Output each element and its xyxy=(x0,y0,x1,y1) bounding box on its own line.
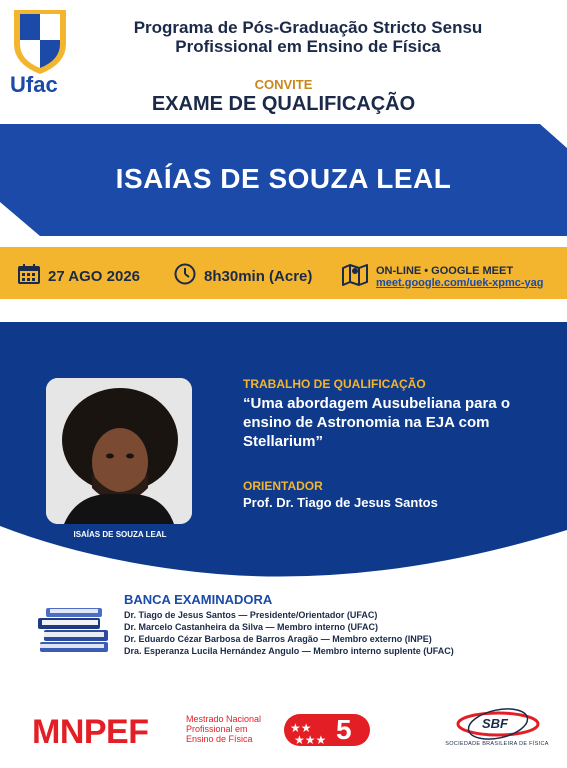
location-label: ON-LINE • GOOGLE MEET xyxy=(376,264,514,277)
sbf-text: SBF xyxy=(482,716,508,731)
sbf-caption: SOCIEDADE BRASILEIRA DE FÍSICA xyxy=(445,741,549,747)
work-title-line-3: Stellarium” xyxy=(243,433,324,450)
svg-text:★★★: ★★★ xyxy=(294,733,327,747)
mnpef-desc-line-1: Mestrado Nacional xyxy=(186,714,262,724)
svg-text:★★: ★★ xyxy=(290,721,312,735)
sbf-logo xyxy=(456,708,540,745)
work-title xyxy=(243,394,543,451)
committee-member: Dra. Esperanza Lucila Hernández Angulo — Membro interno suplente (UFAC) xyxy=(124,646,454,656)
event-time: 8h30min (Acre) xyxy=(204,268,313,285)
advisor-label: ORIENTADOR xyxy=(243,479,323,493)
invite-label: CONVITE xyxy=(254,77,313,92)
advisor-name: Prof. Dr. Tiago de Jesus Santos xyxy=(243,495,438,510)
event-title: EXAME DE QUALIFICAÇÃO xyxy=(151,93,416,115)
mnpef-description xyxy=(186,714,261,744)
clock-icon xyxy=(174,263,196,290)
date-item xyxy=(18,264,140,289)
candidate-name: ISAÍAS DE SOUZA LEAL xyxy=(115,163,452,194)
location-item xyxy=(342,262,544,291)
committee-member: Dr. Tiago de Jesus Santos — Presidente/Orientador (UFAC) xyxy=(124,610,378,620)
committee-list xyxy=(124,609,454,657)
calendar-icon xyxy=(18,264,40,289)
program-title xyxy=(108,18,508,56)
committee-member: Dr. Marcelo Castanheira da Silva — Membro interno (UFAC) xyxy=(124,622,379,632)
meet-link[interactable]: meet.google.com/uek-xpmc-yag xyxy=(376,276,544,289)
logo-text: Ufac xyxy=(10,72,58,97)
books-icon xyxy=(36,604,114,661)
rating-value: 5 xyxy=(336,714,352,745)
photo-caption: ISAÍAS DE SOUZA LEAL xyxy=(73,530,167,539)
committee-title: BANCA EXAMINADORA xyxy=(124,592,273,607)
program-line-1: Programa de Pós-Graduação Stricto Sensu xyxy=(133,18,483,37)
rating-badge xyxy=(284,710,372,755)
work-label: TRABALHO DE QUALIFICAÇÃO xyxy=(243,377,426,391)
mnpef-desc-line-2: Profissional em xyxy=(186,724,248,734)
event-date: 27 AGO 2026 xyxy=(48,268,140,285)
time-item xyxy=(174,263,312,290)
work-title-line-2: ensino de Astronomia na EJA com xyxy=(243,414,490,431)
work-title-line-1: “Uma abordagem Ausubeliana para o xyxy=(243,395,511,412)
candidate-photo xyxy=(46,378,192,524)
committee-member: Dr. Eduardo Cézar Barbosa de Barros Aragão — Membro externo (INPE) xyxy=(124,634,432,644)
program-line-2: Profissional em Ensino de Física xyxy=(175,37,441,56)
mnpef-desc-line-3: Ensino de Física xyxy=(186,734,253,744)
mnpef-logo-text: MNPEF xyxy=(32,713,149,751)
map-icon xyxy=(342,262,368,291)
